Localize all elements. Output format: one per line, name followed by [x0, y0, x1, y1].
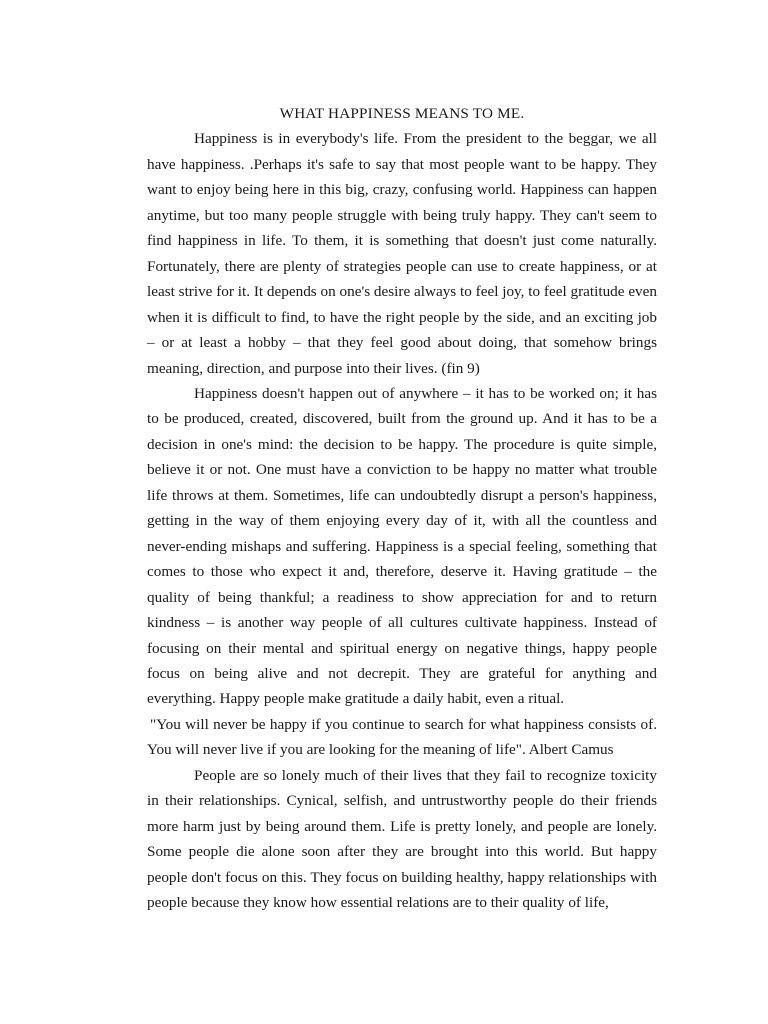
camus-quote: "You will never be happy if you continue to search for what happiness consists of. You will never live if you are looking for the meaning of life". Albert Camus — [147, 715, 657, 759]
paragraph-3: People are so lonely much of their lives that they fail to recognize toxicity in their relationships. Cynical, selfish, and untrustworthy people do their friends more harm just by being around them. Life is pretty lonely, and people are lonely. Some people die alone soon after they are brought into this world. But happy people don't focus on this. They focus on building healthy, happy relationships with people because they know how essential relations are to their quality of life, — [147, 766, 657, 912]
document-title: WHAT HAPPINESS MEANS TO ME. — [279, 105, 525, 122]
document-body — [147, 101, 657, 916]
paragraph-2: Happiness doesn't happen out of anywhere – it has to be worked on; it has to be produced, created, discovered, built from the ground up. And it has to be a decision in one's mind: the decision to be happy. The procedure is quite simple, believe it or not. One must have a conviction to be happy no matter what trouble life throws at them. Sometimes, life can undoubtedly disrupt a person's happiness, getting in the way of them enjoying every day of it, with all the countless and never-ending mishaps and suffering. Happiness is a special feeling, something that comes to those who expect it and, therefore, deserve it. Having gratitude – the quality of being thankful; a readiness to show appreciation for and to return kindness – is another way people of all cultures cultivate happiness. Instead of focusing on their mental and spiritual energy on negative things, happy people focus on being alive and not decrepit. They are grateful for anything and everything. Happy people make gratitude a daily habit, even a ritual. — [147, 384, 657, 708]
paragraph-1: Happiness is in everybody's life. From the president to the beggar, we all have happiness. .Perhaps it's safe to say that most people want to be happy. They want to enjoy being here in this big, crazy, confusing world. Happiness can happen anytime, but too many people struggle with being truly happy. They can't seem to find happiness in life. To them, it is something that doesn't just come naturally. Fortunately, there are plenty of strategies people can use to create happiness, or at least strive for it. It depends on one's desire always to feel joy, to feel gratitude even when it is difficult to find, to have the right people by the side, and an exciting job – or at least a hobby – that they feel good about doing, that somehow brings meaning, direction, and purpose into their lives. (fin 9) — [147, 130, 657, 377]
